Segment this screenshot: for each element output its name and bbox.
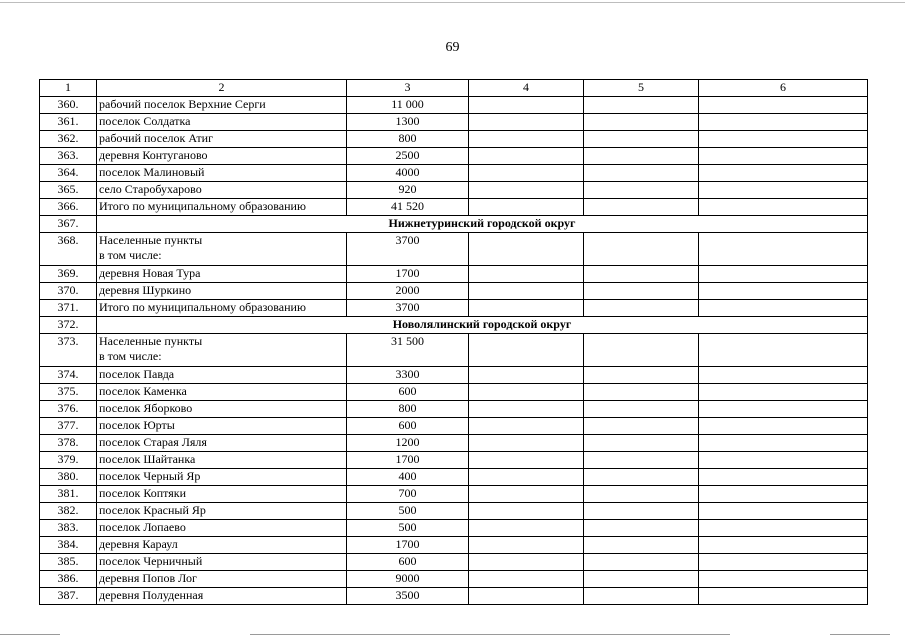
- row-number: 387.: [40, 588, 97, 605]
- settlement-name-line: поселок Коптяки: [99, 486, 187, 500]
- settlement-name: [97, 334, 347, 367]
- settlement-name-line: поселок Юрты: [99, 418, 175, 432]
- population-value: 41 520: [347, 199, 469, 216]
- population-value: 4000: [347, 165, 469, 182]
- column-header: 2: [97, 80, 347, 97]
- table-row: [40, 131, 868, 148]
- table-row: [40, 537, 868, 554]
- population-value: 500: [347, 520, 469, 537]
- row-number: 383.: [40, 520, 97, 537]
- scan-edge-bottom: [830, 634, 890, 635]
- empty-cell: [699, 367, 868, 384]
- empty-cell: [699, 537, 868, 554]
- empty-cell: [584, 537, 699, 554]
- table-row: [40, 384, 868, 401]
- empty-cell: [699, 283, 868, 300]
- settlement-name: [97, 283, 347, 300]
- empty-cell: [699, 469, 868, 486]
- settlement-name: [97, 435, 347, 452]
- settlement-name: [97, 266, 347, 283]
- empty-cell: [584, 503, 699, 520]
- empty-cell: [699, 165, 868, 182]
- row-number: 381.: [40, 486, 97, 503]
- settlement-name-line: поселок Яборково: [99, 401, 193, 415]
- row-number: 361.: [40, 114, 97, 131]
- settlement-name-line: поселок Черный Яр: [99, 469, 201, 483]
- settlement-name-line: поселок Павда: [99, 367, 175, 381]
- empty-cell: [584, 266, 699, 283]
- population-value: 1300: [347, 114, 469, 131]
- table-row: [40, 367, 868, 384]
- table-row: [40, 486, 868, 503]
- scan-edge-bottom: [0, 634, 60, 635]
- empty-cell: [584, 148, 699, 165]
- row-number: 366.: [40, 199, 97, 216]
- settlement-name: [97, 367, 347, 384]
- empty-cell: [469, 97, 584, 114]
- settlement-name: [97, 520, 347, 537]
- empty-cell: [584, 182, 699, 199]
- settlement-name-line: село Старобухарово: [99, 182, 202, 196]
- empty-cell: [584, 367, 699, 384]
- empty-cell: [469, 233, 584, 266]
- table-row: [40, 97, 868, 114]
- empty-cell: [699, 520, 868, 537]
- settlement-name: [97, 97, 347, 114]
- table-body: [40, 80, 868, 605]
- empty-cell: [469, 283, 584, 300]
- row-number: 384.: [40, 537, 97, 554]
- empty-cell: [469, 537, 584, 554]
- empty-cell: [699, 199, 868, 216]
- population-value: 1700: [347, 452, 469, 469]
- population-value: 1700: [347, 537, 469, 554]
- empty-cell: [699, 588, 868, 605]
- population-value: 600: [347, 384, 469, 401]
- empty-cell: [699, 435, 868, 452]
- empty-cell: [584, 520, 699, 537]
- settlement-name-line: поселок Малиновый: [99, 165, 205, 179]
- empty-cell: [699, 97, 868, 114]
- section-row: [40, 216, 868, 233]
- empty-cell: [584, 300, 699, 317]
- population-value: 700: [347, 486, 469, 503]
- population-value: 3700: [347, 300, 469, 317]
- settlement-name: [97, 418, 347, 435]
- population-value: 920: [347, 182, 469, 199]
- row-number: 386.: [40, 571, 97, 588]
- empty-cell: [584, 199, 699, 216]
- empty-cell: [469, 571, 584, 588]
- population-value: 1200: [347, 435, 469, 452]
- table-row: [40, 418, 868, 435]
- population-value: 31 500: [347, 334, 469, 367]
- section-title: Новолялинский городской округ: [97, 317, 868, 334]
- table-row: [40, 520, 868, 537]
- empty-cell: [699, 334, 868, 367]
- population-value: 800: [347, 401, 469, 418]
- empty-cell: [699, 452, 868, 469]
- settlement-name: [97, 182, 347, 199]
- settlement-name: [97, 469, 347, 486]
- population-value: 400: [347, 469, 469, 486]
- empty-cell: [699, 114, 868, 131]
- empty-cell: [584, 283, 699, 300]
- column-header: 5: [584, 80, 699, 97]
- settlement-name: [97, 114, 347, 131]
- settlement-name-line: Итого по муниципальному образованию: [99, 300, 306, 314]
- settlement-name-line: рабочий поселок Атиг: [99, 131, 213, 145]
- settlement-name: [97, 165, 347, 182]
- row-number: 364.: [40, 165, 97, 182]
- empty-cell: [584, 554, 699, 571]
- settlement-name-line: Итого по муниципальному образованию: [99, 199, 306, 213]
- empty-cell: [699, 233, 868, 266]
- population-value: 800: [347, 131, 469, 148]
- settlement-name: [97, 233, 347, 266]
- scan-edge-bottom: [250, 634, 730, 635]
- row-number: 377.: [40, 418, 97, 435]
- row-number: 372.: [40, 317, 97, 334]
- settlement-name-line: поселок Красный Яр: [99, 503, 206, 517]
- settlement-name: [97, 588, 347, 605]
- settlement-name-line: поселок Черничный: [99, 554, 203, 568]
- settlement-name: [97, 503, 347, 520]
- empty-cell: [469, 503, 584, 520]
- row-number: 365.: [40, 182, 97, 199]
- section-title: Нижнетуринский городской округ: [97, 216, 868, 233]
- empty-cell: [699, 486, 868, 503]
- empty-cell: [584, 486, 699, 503]
- table-row: [40, 452, 868, 469]
- population-value: 3500: [347, 588, 469, 605]
- settlement-name-line: деревня Караул: [99, 537, 178, 551]
- empty-cell: [469, 334, 584, 367]
- empty-cell: [469, 114, 584, 131]
- empty-cell: [584, 401, 699, 418]
- table-row: [40, 469, 868, 486]
- empty-cell: [584, 131, 699, 148]
- settlement-name: [97, 199, 347, 216]
- table-row: [40, 148, 868, 165]
- empty-cell: [699, 554, 868, 571]
- empty-cell: [699, 266, 868, 283]
- table-row: [40, 283, 868, 300]
- empty-cell: [469, 384, 584, 401]
- settlement-name-line: поселок Солдатка: [99, 114, 191, 128]
- page-number: 69: [445, 40, 460, 55]
- settlement-name: [97, 148, 347, 165]
- table-row: [40, 401, 868, 418]
- empty-cell: [469, 554, 584, 571]
- settlement-name-line: поселок Старая Ляля: [99, 435, 207, 449]
- row-number: 371.: [40, 300, 97, 317]
- row-number: 378.: [40, 435, 97, 452]
- population-value: 500: [347, 503, 469, 520]
- empty-cell: [469, 165, 584, 182]
- empty-cell: [699, 401, 868, 418]
- table-row: [40, 588, 868, 605]
- empty-cell: [699, 418, 868, 435]
- settlement-name: [97, 554, 347, 571]
- empty-cell: [469, 435, 584, 452]
- settlement-name-line: деревня Новая Тура: [99, 266, 201, 280]
- row-number: 376.: [40, 401, 97, 418]
- settlement-name: [97, 571, 347, 588]
- section-row: [40, 317, 868, 334]
- settlement-name-line: поселок Шайтанка: [99, 452, 196, 466]
- row-number: 374.: [40, 367, 97, 384]
- settlement-name-line: деревня Попов Лог: [99, 571, 197, 585]
- table-row: [40, 114, 868, 131]
- empty-cell: [469, 182, 584, 199]
- empty-cell: [584, 435, 699, 452]
- population-value: 3300: [347, 367, 469, 384]
- empty-cell: [699, 300, 868, 317]
- empty-cell: [584, 165, 699, 182]
- population-value: 2000: [347, 283, 469, 300]
- row-number: 380.: [40, 469, 97, 486]
- table-row: [40, 266, 868, 283]
- column-header: 6: [699, 80, 868, 97]
- table-header-row: [40, 80, 868, 97]
- settlement-name-subline: в том числе:: [99, 248, 162, 262]
- empty-cell: [469, 266, 584, 283]
- empty-cell: [469, 486, 584, 503]
- empty-cell: [584, 233, 699, 266]
- settlement-name: [97, 384, 347, 401]
- row-number: 382.: [40, 503, 97, 520]
- settlement-name-line: Населенные пункты: [99, 233, 203, 247]
- population-value: 11 000: [347, 97, 469, 114]
- empty-cell: [584, 571, 699, 588]
- column-header: 3: [347, 80, 469, 97]
- row-number: 370.: [40, 283, 97, 300]
- empty-cell: [699, 384, 868, 401]
- settlement-name-line: поселок Каменка: [99, 384, 187, 398]
- population-value: 3700: [347, 233, 469, 266]
- settlement-name: [97, 401, 347, 418]
- row-number: 362.: [40, 131, 97, 148]
- table-row: [40, 199, 868, 216]
- column-header: 4: [469, 80, 584, 97]
- empty-cell: [584, 469, 699, 486]
- settlement-name: [97, 131, 347, 148]
- row-number: 360.: [40, 97, 97, 114]
- empty-cell: [469, 131, 584, 148]
- empty-cell: [469, 418, 584, 435]
- empty-cell: [469, 588, 584, 605]
- empty-cell: [469, 148, 584, 165]
- population-value: 600: [347, 418, 469, 435]
- empty-cell: [584, 384, 699, 401]
- empty-cell: [469, 452, 584, 469]
- settlement-name: [97, 300, 347, 317]
- empty-cell: [469, 520, 584, 537]
- scan-edge-top: [0, 2, 905, 3]
- empty-cell: [584, 114, 699, 131]
- settlement-name-line: деревня Шуркино: [99, 283, 192, 297]
- row-number: 363.: [40, 148, 97, 165]
- settlement-name: [97, 537, 347, 554]
- empty-cell: [584, 588, 699, 605]
- row-number: 367.: [40, 216, 97, 233]
- empty-cell: [469, 300, 584, 317]
- settlements-table: [39, 79, 868, 605]
- row-number: 375.: [40, 384, 97, 401]
- settlement-name-line: поселок Лопаево: [99, 520, 186, 534]
- row-number: 369.: [40, 266, 97, 283]
- empty-cell: [699, 571, 868, 588]
- empty-cell: [469, 199, 584, 216]
- population-value: 1700: [347, 266, 469, 283]
- empty-cell: [699, 148, 868, 165]
- settlement-name: [97, 452, 347, 469]
- empty-cell: [584, 334, 699, 367]
- table-row: [40, 334, 868, 367]
- row-number: 385.: [40, 554, 97, 571]
- population-value: 9000: [347, 571, 469, 588]
- empty-cell: [469, 401, 584, 418]
- row-number: 373.: [40, 334, 97, 367]
- table-row: [40, 554, 868, 571]
- population-value: 600: [347, 554, 469, 571]
- empty-cell: [584, 452, 699, 469]
- settlement-name-line: Населенные пункты: [99, 334, 203, 348]
- table-row: [40, 503, 868, 520]
- table-row: [40, 233, 868, 266]
- table-row: [40, 182, 868, 199]
- population-value: 2500: [347, 148, 469, 165]
- empty-cell: [584, 97, 699, 114]
- empty-cell: [584, 418, 699, 435]
- settlement-name-line: рабочий поселок Верхние Серги: [99, 97, 266, 111]
- table-row: [40, 435, 868, 452]
- row-number: 379.: [40, 452, 97, 469]
- empty-cell: [469, 367, 584, 384]
- table-row: [40, 300, 868, 317]
- settlement-name: [97, 486, 347, 503]
- empty-cell: [469, 469, 584, 486]
- settlement-name-line: деревня Полуденная: [99, 588, 204, 602]
- empty-cell: [699, 182, 868, 199]
- empty-cell: [699, 503, 868, 520]
- empty-cell: [699, 131, 868, 148]
- row-number: 368.: [40, 233, 97, 266]
- table-row: [40, 571, 868, 588]
- settlement-name-line: деревня Контуганово: [99, 148, 208, 162]
- settlement-name-subline: в том числе:: [99, 349, 162, 363]
- column-header: 1: [40, 80, 97, 97]
- table-row: [40, 165, 868, 182]
